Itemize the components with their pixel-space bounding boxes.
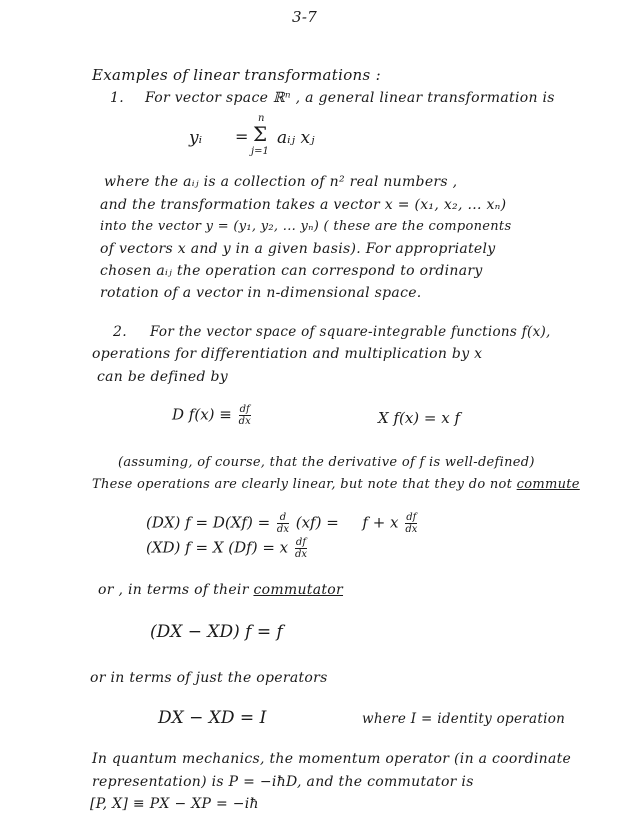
item1-line-6: rotation of a vector in n-dimensional space. [100, 285, 422, 301]
item1-line-3: into the vector y = (y₁, y₂, ... yₙ) ( these are the components [100, 219, 512, 234]
eq-DX-den: dx [405, 524, 418, 535]
eq-DX-mid: (xf) = [295, 513, 339, 532]
eq-XD-frac [295, 537, 307, 560]
eq-DX-frac [405, 512, 417, 535]
eq-DX-pre: (DX) f = D(Xf) = [146, 513, 271, 532]
item2-line-3: can be defined by [97, 369, 228, 385]
item1-label: 1. [110, 90, 124, 106]
eq-XD-pre: (XD) f = X (Df) = x [146, 538, 289, 557]
operators-line: or in terms of just the operators [90, 670, 328, 686]
item1-line-2: and the transformation takes a vector x = (x₁, x₂, ... xₙ) [100, 197, 507, 213]
eq-DX [146, 512, 419, 535]
eq-lhs: yᵢ [189, 128, 203, 148]
def-D-den: dx [238, 416, 251, 427]
def-D-fraction [239, 404, 251, 427]
commutator-word: commutator [253, 582, 344, 598]
identity-note: where I = identity operation [362, 711, 566, 727]
item1-line-4: of vectors x and y in a given basis). For appropriately [100, 241, 496, 257]
linear-line [92, 477, 580, 492]
eq-XD [146, 537, 309, 560]
linear-line-text: These operations are clearly linear, but note that they do not [92, 477, 517, 492]
eq-DX-dfrac [277, 512, 289, 535]
def-X: X f(x) = x f [378, 409, 461, 427]
commute-word: commute [516, 477, 580, 492]
sum-lower-limit: j=1 [251, 146, 269, 157]
eq-operators: DX − XD = I [158, 708, 267, 728]
def-D-lhs: D f(x) ≡ [172, 405, 232, 424]
commutator-line-text: or , in terms of their [98, 582, 254, 598]
eq-DX-dden: dx [276, 524, 289, 535]
page-number: 3-7 [292, 8, 318, 26]
item2-line-1: For the vector space of square-integrable functions f(x), [150, 324, 551, 340]
eq-equals: = [235, 127, 249, 146]
sum-upper-limit: n [258, 113, 265, 124]
assuming-line: (assuming, of course, that the derivative of f is well-defined) [118, 455, 535, 470]
sum-symbol: Σ [253, 122, 268, 146]
item2-line-2: operations for differentiation and multiplication by x [92, 346, 483, 362]
eq-XD-num: df [295, 537, 307, 548]
item1-equation [185, 115, 385, 160]
quantum-line-1: In quantum mechanics, the momentum operator (in a coordinate [92, 751, 572, 767]
quantum-line-3: [P, X] ≡ PX − XP = −iħ [90, 796, 259, 812]
item1-line-1: where the aᵢⱼ is a collection of n² real numbers , [104, 174, 458, 190]
item1-line-5: chosen aᵢⱼ the operation can correspond to ordinary [100, 263, 483, 279]
eq-DX-rest: f + x [362, 513, 399, 532]
eq-XD-den: dx [294, 549, 307, 560]
section-heading: Examples of linear transformations : [92, 66, 381, 84]
sum-term: aᵢⱼ xⱼ [277, 128, 315, 148]
item2-label: 2. [113, 324, 127, 340]
commutator-line [98, 582, 343, 598]
quantum-line-2: representation) is P = −iħD, and the commutator is [92, 774, 474, 790]
def-D [172, 404, 253, 427]
eq-DX-dnum: d [277, 512, 289, 524]
def-D-num: df [239, 404, 250, 415]
eq-commutator: (DX − XD) f = f [150, 622, 283, 642]
eq-DX-num: df [406, 512, 417, 523]
item1-intro: For vector space ℝⁿ , a general linear transformation is [145, 90, 555, 106]
